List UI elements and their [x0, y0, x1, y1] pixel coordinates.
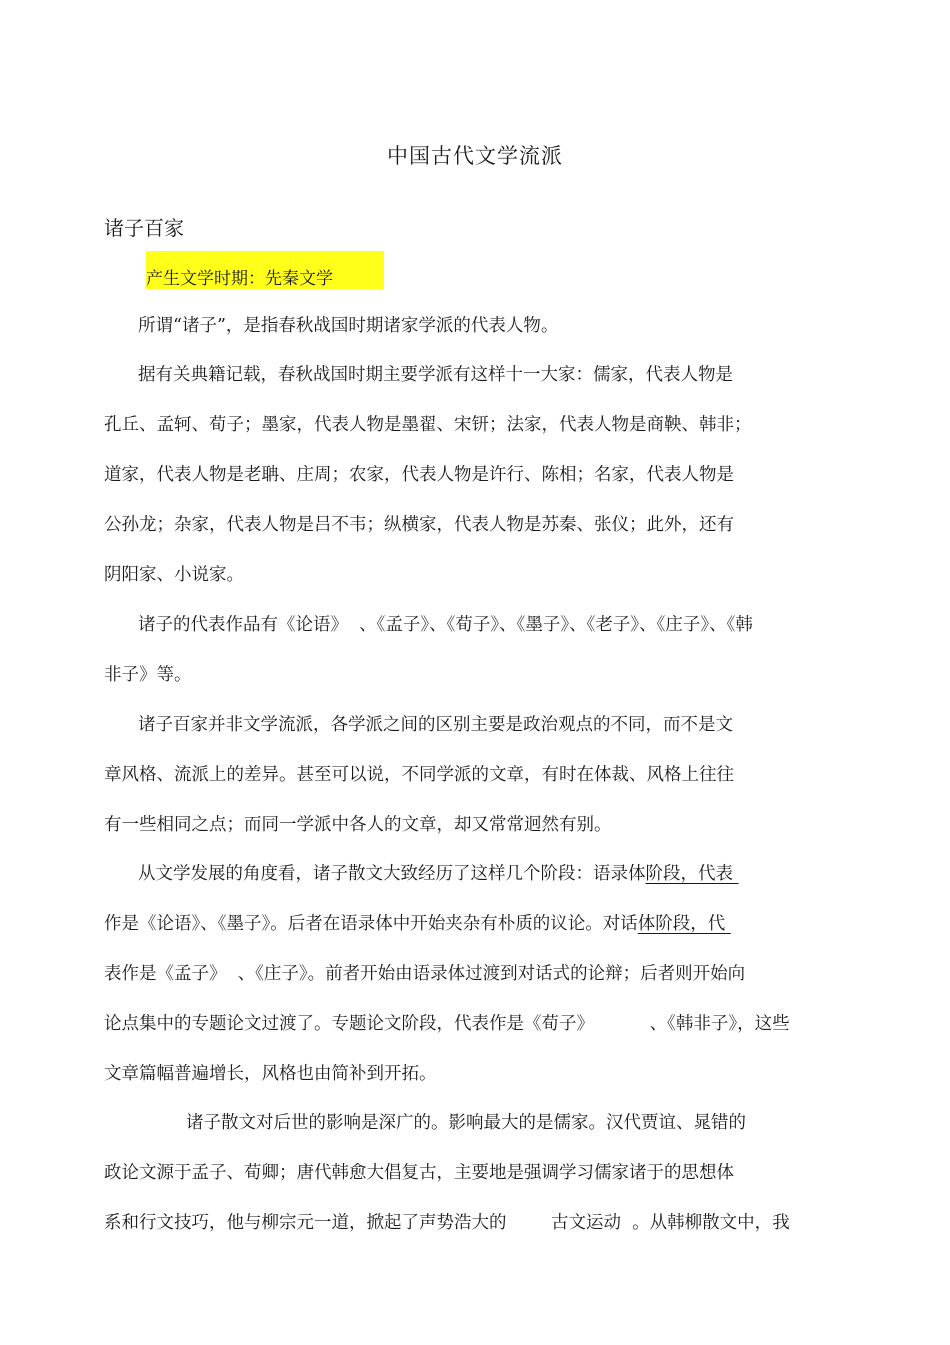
paragraph-line: 政论文源于孟子、荀卿；唐代韩愈大倡复古，主要地是强调学习儒家诸于的思想体: [104, 1163, 734, 1183]
line-text: 作是《论语》、《墨子》。后者在语录体中开始夹杂有朴质的议论。对话: [104, 914, 638, 934]
paragraph-line: [104, 916, 731, 934]
paragraph-line: 据有关典籍记载，春秋战国时期主要学派有这样十一大家：儒家，代表人物是: [138, 365, 733, 385]
period-label: 产生文学时期：先秦文学: [146, 269, 333, 289]
paragraph-line: 系和行文技巧，他与柳宗元一道，掀起了声势浩大的 古文运动 。从韩柳散文中，我: [104, 1213, 790, 1233]
paragraph-line: 阴阳家、小说家。: [104, 565, 244, 585]
paragraph-line: 表作是《孟子》 、《庄子》。前者开始由语录体过渡到对话式的论辩；后者则开始向: [104, 964, 746, 984]
paragraph-line: 诸子的代表作品有《论语》 、《孟子》、《荀子》、《墨子》、《老子》、《庄子》、《韩: [138, 615, 753, 635]
paragraph-line: 道家，代表人物是老聃、庄周；农家，代表人物是许行、陈相；名家，代表人物是: [104, 465, 734, 485]
paragraph-line: 孔丘、孟轲、荀子；墨家，代表人物是墨翟、宋钘；法家，代表人物是商鞅、韩非；: [104, 415, 752, 435]
paragraph-line: 诸子百家并非文学流派，各学派之间的区别主要是政治观点的不同，而不是文: [138, 715, 733, 735]
underlined-text: 体阶段，代: [637, 914, 731, 934]
paragraph-line: 有一些相同之点；而同一学派中各人的文章，却又常常迥然有别。: [104, 815, 612, 835]
line-text: 从文学发展的角度看，诸子散文大致经历了这样几个阶段：语录体: [138, 864, 646, 884]
paragraph-line: 所谓“诸子”，是指春秋战国时期诸家学派的代表人物。: [138, 316, 559, 336]
paragraph-line: 公孙龙；杂家，代表人物是吕不韦；纵横家，代表人物是苏秦、张仪；此外，还有: [104, 515, 734, 535]
paragraph-line: [138, 866, 739, 884]
paragraph-line: 非子》等。: [104, 665, 192, 685]
paragraph-line: 文章篇幅普遍增长，风格也由简补到开拓。: [104, 1064, 437, 1084]
paragraph-line: 章风格、流派上的差异。甚至可以说，不同学派的文章，有时在体裁、风格上往往: [104, 765, 734, 785]
section-heading: 诸子百家: [104, 216, 184, 240]
paragraph-line: 诸子散文对后世的影响是深广的。影响最大的是儒家。汉代贾谊、晁错的: [186, 1113, 746, 1133]
document-title: 中国古代文学流派: [387, 144, 563, 168]
underlined-text: 阶段，代表: [645, 864, 739, 884]
paragraph-line: 论点集中的专题论文过渡了。专题论文阶段，代表作是《荀子》 、《韩非子》，这些: [104, 1014, 790, 1034]
